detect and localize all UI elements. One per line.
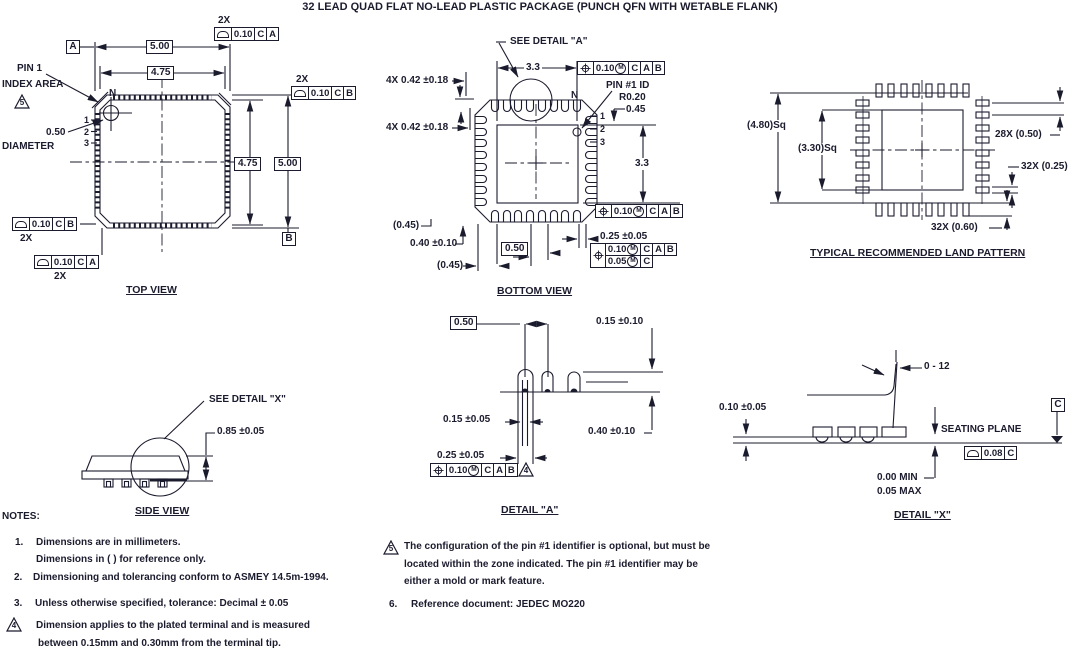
- dim-coplanarity-max: 0.05 MAX: [877, 486, 922, 497]
- dim-lead-span-width: 4.75: [147, 66, 174, 80]
- pin-count-label: N: [109, 88, 117, 99]
- profile-symbol-icon: [12, 217, 30, 231]
- datum-c-box: C: [1051, 398, 1065, 412]
- mmc-symbol-icon: M: [633, 206, 644, 217]
- dim-land-pad-length: 32X (0.60): [931, 222, 978, 233]
- side-view-graphics: [82, 401, 215, 496]
- dim-land-pitch: 28X (0.50): [995, 129, 1042, 140]
- dim-coplanarity-min: 0.00 MIN: [877, 472, 918, 483]
- dim-lead-length: 0.40 ±0.10: [410, 238, 458, 249]
- qty-label: 2X: [54, 271, 67, 282]
- note-4-line-1: Dimension applies to the plated terminal and is measured: [36, 620, 310, 631]
- note-ref-triangle-4: 4: [6, 617, 22, 632]
- dim-epad-width: 3.3: [526, 62, 540, 73]
- fcf-position-top: 0.10 M C A B: [577, 61, 665, 75]
- dim-lead-span-height: 4.75: [234, 157, 261, 171]
- dim-epad-height: 3.3: [635, 158, 649, 169]
- qty-label: 2X: [218, 15, 231, 26]
- dim-body-width: 5.00: [146, 40, 173, 54]
- note-6: Reference document: JEDEC MO220: [411, 599, 585, 610]
- pin-number: 2: [84, 127, 90, 137]
- fcf-position-detail-a: 0.10 M C A B: [430, 463, 518, 477]
- note-5-line-3: either a mold or mark feature.: [404, 576, 545, 587]
- pin-number: 3: [84, 138, 90, 148]
- pin1-marker-diameter-label: DIAMETER: [2, 141, 55, 152]
- see-detail-x-callout: SEE DETAIL "X": [209, 394, 286, 405]
- datum-a-box: A: [66, 40, 80, 54]
- note-ref-triangle-5: 5: [383, 540, 399, 555]
- note-5-line-2: located within the zone indicated. The pin #1 identifier may be: [404, 559, 698, 570]
- dim-ref-045-bottom: (0.45): [437, 260, 464, 271]
- pin1-index-label-2: INDEX AREA: [2, 79, 64, 90]
- mmc-symbol-icon: M: [627, 256, 638, 267]
- pin-count-label: N: [571, 90, 579, 101]
- position-symbol-icon: [590, 243, 606, 268]
- qty-label: 2X: [20, 233, 33, 244]
- note-3: Unless otherwise specified, tolerance: Decimal ± 0.05: [35, 598, 289, 609]
- pin-number: 1: [84, 115, 90, 125]
- mmc-symbol-icon: M: [615, 63, 626, 74]
- dim-lead-width: 0.25 ±0.05: [600, 231, 648, 242]
- note-1-line-2: Dimensions in ( ) for reference only.: [36, 554, 206, 565]
- notes-heading: NOTES:: [2, 511, 40, 522]
- note-1-line-1: Dimensions are in millimeters.: [36, 537, 181, 548]
- detail-a-graphics: [477, 324, 663, 464]
- mmc-symbol-icon: M: [468, 465, 479, 476]
- profile-symbol-icon: [291, 86, 309, 100]
- dim-ref-045-left: (0.45): [393, 220, 420, 231]
- fcf-profile-seating: 0.08 C: [964, 446, 1017, 460]
- fcf-position-right: 0.10 M C A B: [595, 204, 683, 218]
- see-detail-a-callout: SEE DETAIL "A": [510, 36, 588, 47]
- fcf-profile-right: 0.10 C B: [291, 86, 356, 100]
- pin1-id-label: PIN #1 ID: [606, 80, 650, 91]
- dim-body-height: 5.00: [274, 157, 301, 171]
- note-2: Dimensioning and tolerancing conform to ASMEY 14.5m-1994.: [33, 572, 329, 583]
- seating-plane-label: SEATING PLANE: [941, 424, 1022, 435]
- qty-label: 2X: [296, 74, 309, 85]
- dim-detail-lead-length: 0.40 ±0.10: [588, 426, 636, 437]
- dim-land-inner: (3.30)Sq: [798, 143, 837, 154]
- pin1-index-label: PIN 1: [17, 63, 43, 74]
- dim-land-outer: (4.80)Sq: [747, 120, 786, 131]
- fcf-profile-left-2: 0.10 C A: [34, 255, 99, 269]
- corner-lead-dim-1: 4X 0.42 ±0.18: [386, 75, 449, 86]
- land-pattern-caption: TYPICAL RECOMMENDED LAND PATTERN: [810, 247, 1026, 259]
- detail-a-caption: DETAIL "A": [501, 504, 559, 516]
- note-number: 2.: [14, 572, 23, 583]
- dim-detail-step: 0.15 ±0.10: [596, 316, 644, 327]
- drawing-title: 32 LEAD QUAD FLAT NO-LEAD PLASTIC PACKAGE (PUNCH QFN WITH WETABLE FLANK): [302, 1, 778, 13]
- note-number: 1.: [15, 537, 24, 548]
- profile-symbol-icon: [964, 446, 982, 460]
- land-pattern-graphics: [770, 80, 1064, 230]
- side-view-caption: SIDE VIEW: [135, 505, 190, 517]
- dim-detail-pitch: 0.50: [450, 316, 477, 330]
- fcf-position-double: 0.10 M C A B 0.05 M C: [590, 243, 677, 268]
- note-number: 6.: [389, 599, 398, 610]
- note-ref-triangle-4: 4: [518, 462, 534, 477]
- note-5-line-1: The configuration of the pin #1 identifier is optional, but must be: [404, 541, 711, 552]
- dim-lead-pitch: 0.50: [501, 242, 528, 256]
- detail-x-caption: DETAIL "X": [894, 509, 951, 521]
- corner-lead-dim-2: 4X 0.42 ±0.18: [386, 122, 449, 133]
- fcf-profile-left-1: 0.10 C B: [12, 217, 77, 231]
- top-view-caption: TOP VIEW: [126, 284, 177, 296]
- profile-symbol-icon: [34, 255, 52, 269]
- bottom-view-caption: BOTTOM VIEW: [497, 285, 573, 297]
- pin-number: 2: [600, 124, 606, 134]
- note-4-line-2: between 0.15mm and 0.30mm from the terminal tip.: [38, 638, 281, 649]
- note-number: 3.: [14, 598, 23, 609]
- fcf-profile-top: 0.10 C A: [214, 27, 279, 41]
- mmc-symbol-icon: M: [627, 244, 638, 255]
- dim-land-pad-width: 32X (0.25): [1021, 161, 1068, 172]
- note-ref-triangle-5: 5: [14, 94, 30, 109]
- dim-detail-lead-width: 0.25 ±0.05: [437, 450, 485, 461]
- dim-package-height: 0.85 ±0.05: [217, 426, 265, 437]
- position-symbol-icon: [577, 61, 594, 75]
- profile-symbol-icon: [214, 27, 232, 41]
- position-symbol-icon: [430, 463, 447, 477]
- dim-standoff: 0.10 ±0.05: [719, 402, 767, 413]
- dim-lead-angle: 0 - 12: [924, 361, 950, 372]
- dim-corner-pad: 0.45: [626, 104, 646, 115]
- pin1-marker-diameter-value: 0.50: [46, 127, 66, 138]
- pin-number: 3: [600, 137, 606, 147]
- position-symbol-icon: [595, 204, 612, 218]
- pin-number: 1: [600, 111, 606, 121]
- pin1-id-radius: R0.20: [619, 92, 646, 103]
- dim-detail-slot: 0.15 ±0.05: [443, 414, 491, 425]
- datum-b-box: B: [282, 232, 296, 246]
